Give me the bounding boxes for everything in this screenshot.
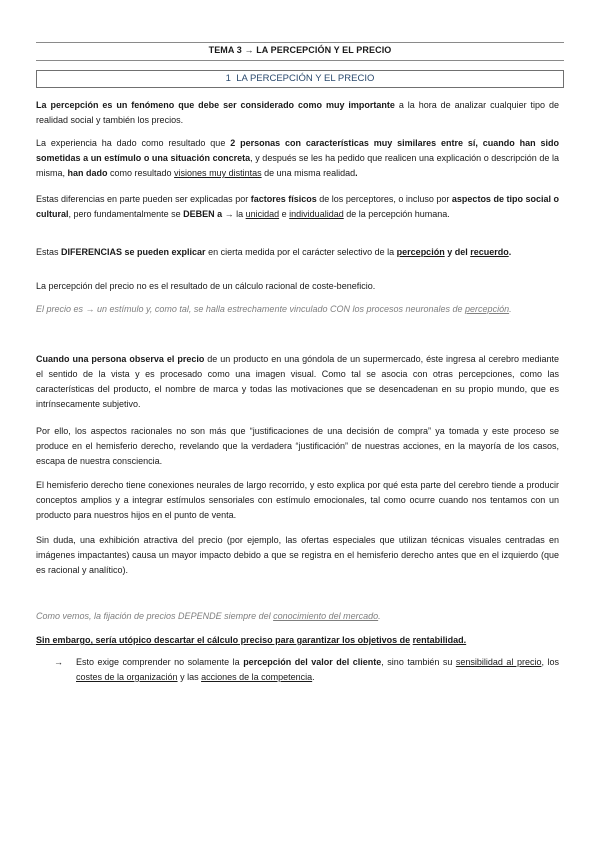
arrow-icon: → xyxy=(244,45,254,55)
header-top-rule xyxy=(36,42,564,43)
paragraph-8: Por ello, los aspectos racionales no son más que “justificaciones de una decisión de compra” ya tomada y este proceso se produce en el hemisferio derecho, revelando que la verdadera “justificación” de nuestras acciones, en la mayoría de los casos, escapa de nuestra consciencia. xyxy=(36,426,559,466)
paragraph-4: Estas DIFERENCIAS se pueden explicar en cierta medida por el carácter selectivo de la percepción y del recuerdo. xyxy=(36,247,512,257)
paragraph-11: Como vemos, la fijación de precios DEPENDE siempre del conocimiento del mercado. xyxy=(36,611,381,621)
paragraph-1: La percepción es un fenómeno que debe ser considerado como muy importante a la hora de analizar cualquier tipo de realidad social y también los precios. xyxy=(36,100,559,125)
paragraph-9: El hemisferio derecho tiene conexiones neurales de largo recorrido, y esto explica por qué esta parte del cerebro tiende a producir conceptos amplios y a integrar estímulos sensoriales con estímulo emocionales, tal como ocurre cuando nos tentamos con un producto para nuestros hijos en el punto de venta. xyxy=(36,480,559,520)
paragraph-7: Cuando una persona observa el precio de un producto en una góndola de un supermercado, éste ingresa al cerebro mediante el sentido de la vista y es procesado como una imagen visual. Como tal se asocia con otras percepciones, como las características del producto, el nombre de marca y todas las motivaciones que se desencadenan en su propio mundo, que es intrínsecamente subjetivo. xyxy=(36,354,559,409)
page-title: TEMA 3 → LA PERCEPCIÓN Y EL PRECIO xyxy=(208,45,392,55)
paragraph-12: Sin embargo, sería utópico descartar el cálculo preciso para garantizar los objetivos de rentabilidad. xyxy=(36,635,467,645)
arrow-bullet-icon: → xyxy=(54,657,63,667)
list-item: → Esto exige comprender no solamente la percepción del valor del cliente, sino también su sensibilidad al precio, los costes de la organización y las acciones de la competencia. xyxy=(54,657,559,682)
paragraph-6: El precio es → un estímulo y, como tal, se halla estrechamente vinculado CON los procesos neuronales de percepción. xyxy=(36,304,512,314)
section-heading: 1 LA PERCEPCIÓN Y EL PRECIO xyxy=(36,70,564,88)
paragraph-5: La percepción del precio no es el resultado de un cálculo racional de coste-beneficio. xyxy=(36,281,376,291)
header-bottom-rule xyxy=(36,60,564,61)
paragraph-10: Sin duda, una exhibición atractiva del precio (por ejemplo, las ofertas especiales que utilizan técnicas visuales centradas en imágenes impactantes) causa un mayor impacto debido a que se registra en el hemisferio derecho antes que en el izquierdo (que es racional y analítico). xyxy=(36,535,559,575)
paragraph-3: Estas diferencias en parte pueden ser explicadas por factores físicos de los perceptores, o incluso por aspectos de tipo social o cultural, pero fundamentalmente se DEBEN a → la unicidad e individualidad de la percepción humana. xyxy=(36,194,559,219)
paragraph-2: La experiencia ha dado como resultado que 2 personas con características muy similares entre sí, cuando han sido sometidas a un estímulo o una situación concreta, y después se les ha pedido que realicen una explicación o descripción de la misma, han dado como resultado visiones muy distintas de una misma realidad. xyxy=(36,138,559,178)
